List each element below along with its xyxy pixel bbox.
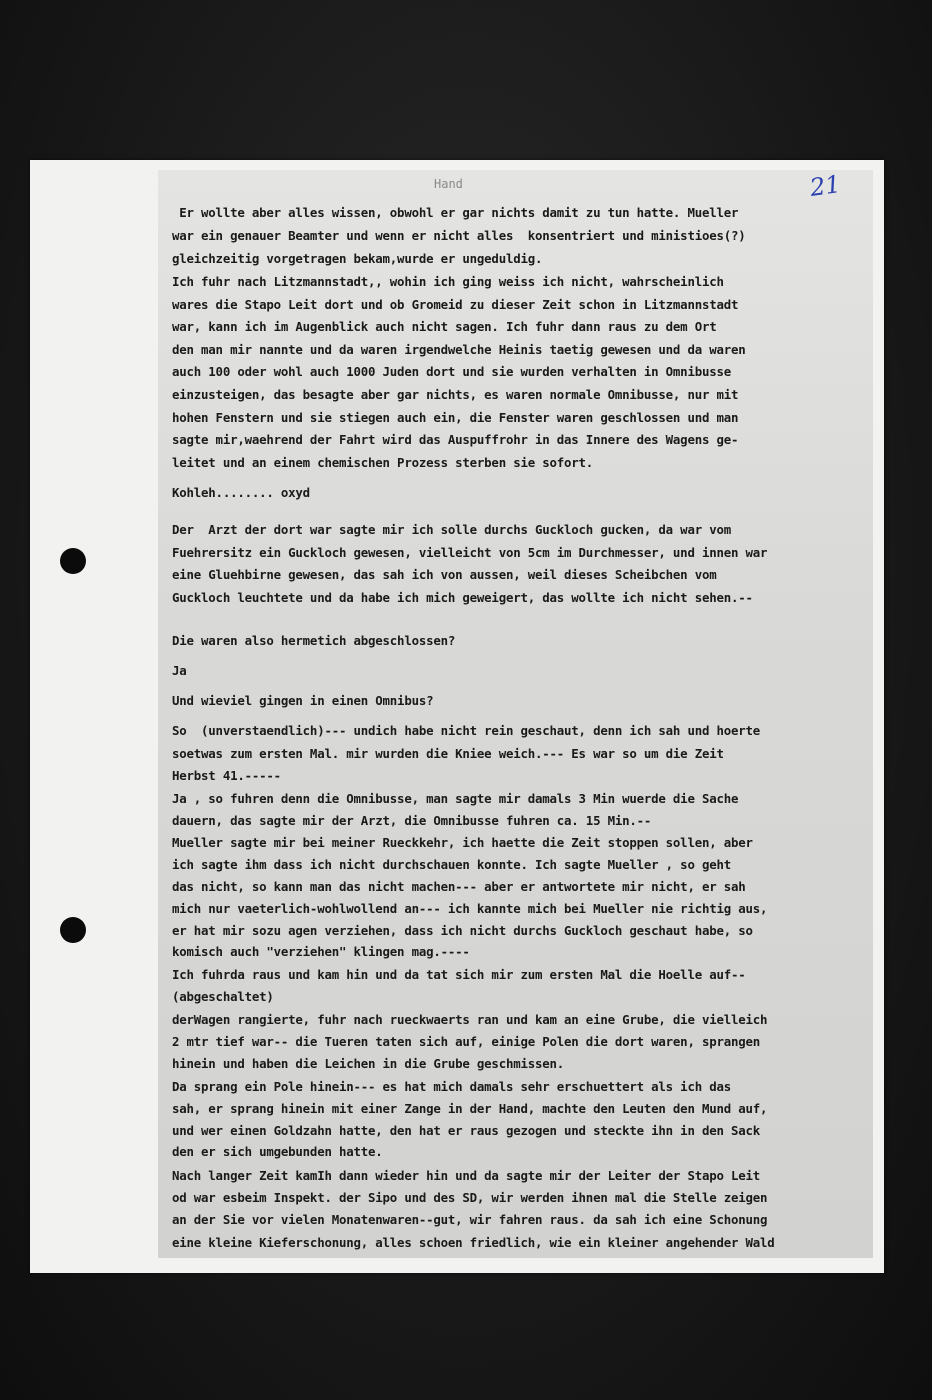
text-line: Da sprang ein Pole hinein--- es hat mich damals sehr erschuettert als ich das xyxy=(172,1079,732,1094)
text-line: mich nur vaeterlich-wohlwollend an--- ich kannte mich bei Mueller nie richtig aus, xyxy=(172,901,768,916)
text-line: leitet und an einem chemischen Prozess sterben sie sofort. xyxy=(172,455,594,470)
text-line: ich sagte ihm dass ich nicht durchschauen konnte. Ich sagte Mueller , so geht xyxy=(172,857,732,872)
text-line: dauern, das sagte mir der Arzt, die Omnibusse fuhren ca. 15 Min.-- xyxy=(172,813,652,828)
text-line: So (unverstaendlich)--- undich habe nicht rein geschaut, denn ich sah und hoerte xyxy=(172,723,761,738)
text-line: Kohleh........ oxyd xyxy=(172,485,310,500)
text-line: Ich fuhr nach Litzmannstadt,, wohin ich ging weiss ich nicht, wahrscheinlich xyxy=(172,274,724,289)
text-line: Er wollte aber alles wissen, obwohl er gar nichts damit zu tun hatte. Mueller xyxy=(172,205,739,220)
punch-hole-icon xyxy=(60,548,86,574)
text-line: Ich fuhrda raus und kam hin und da tat sich mir zum ersten Mal die Hoelle auf-- xyxy=(172,967,746,982)
text-line: auch 100 oder wohl auch 1000 Juden dort und sie wurden verhalten in Omnibusse xyxy=(172,364,732,379)
page-header: Hand xyxy=(434,177,463,191)
text-line: wares die Stapo Leit dort und ob Gromeid zu dieser Zeit schon in Litzmannstadt xyxy=(172,297,739,312)
text-line: od war esbeim Inspekt. der Sipo und des SD, wir werden ihnen mal die Stelle zeigen xyxy=(172,1190,768,1205)
text-line: eine Gluehbirne gewesen, das sah ich von aussen, weil dieses Scheibchen vom xyxy=(172,567,717,582)
text-line: einzusteigen, das besagte aber gar nichts, es waren normale Omnibusse, nur mit xyxy=(172,387,739,402)
text-line: den man mir nannte und da waren irgendwelche Heinis taetig gewesen und da waren xyxy=(172,342,746,357)
text-line: komisch auch "verziehen" klingen mag.---- xyxy=(172,944,470,959)
text-line: an der Sie vor vielen Monatenwaren--gut, wir fahren raus. da sah ich eine Schonung xyxy=(172,1212,768,1227)
text-line: (abgeschaltet) xyxy=(172,989,274,1004)
text-line: Herbst 41.----- xyxy=(172,768,281,783)
punch-hole-icon xyxy=(60,917,86,943)
text-line: Die waren also hermetich abgeschlossen? xyxy=(172,633,456,648)
text-line: 2 mtr tief war-- die Tueren taten sich auf, einige Polen die dort waren, sprangen xyxy=(172,1034,761,1049)
text-line: war ein genauer Beamter und wenn er nicht alles konsentriert und ministioes(?) xyxy=(172,228,746,243)
text-line: derWagen rangierte, fuhr nach rueckwaerts ran und kam an eine Grube, die vielleich xyxy=(172,1012,768,1027)
text-line: das nicht, so kann man das nicht machen--- aber er antwortete mir nicht, er sah xyxy=(172,879,746,894)
text-line: Der Arzt der dort war sagte mir ich solle durchs Guckloch gucken, da war vom xyxy=(172,522,732,537)
text-line: soetwas zum ersten Mal. mir wurden die Kniee weich.--- Es war so um die Zeit xyxy=(172,746,724,761)
text-line: den er sich umgebunden hatte. xyxy=(172,1144,383,1159)
handwritten-page-number: 21 xyxy=(808,170,843,202)
text-line: Und wieviel gingen in einen Omnibus? xyxy=(172,693,434,708)
photocopy-page xyxy=(30,160,884,1273)
text-line: Mueller sagte mir bei meiner Rueckkehr, ich haette die Zeit stoppen sollen, aber xyxy=(172,835,753,850)
text-line: Nach langer Zeit kamIh dann wieder hin und da sagte mir der Leiter der Stapo Leit xyxy=(172,1168,761,1183)
text-line: war, kann ich im Augenblick auch nicht sagen. Ich fuhr dann raus zu dem Ort xyxy=(172,319,717,334)
text-line: Ja xyxy=(172,663,187,678)
text-line: Fuehrersitz ein Guckloch gewesen, vielleicht von 5cm im Durchmesser, und innen war xyxy=(172,545,768,560)
text-line: hohen Fenstern und sie stiegen auch ein, die Fenster waren geschlossen und man xyxy=(172,410,739,425)
text-line: er hat mir sozu agen verziehen, dass ich nicht durchs Guckloch geschaut habe, so xyxy=(172,923,753,938)
text-line: Guckloch leuchtete und da habe ich mich geweigert, das wollte ich nicht sehen.-- xyxy=(172,590,753,605)
text-line: gleichzeitig vorgetragen bekam,wurde er ungeduldig. xyxy=(172,251,543,266)
text-line: Ja , so fuhren denn die Omnibusse, man sagte mir damals 3 Min wuerde die Sache xyxy=(172,791,739,806)
text-line: sagte mir,waehrend der Fahrt wird das Auspuffrohr in das Innere des Wagens ge- xyxy=(172,432,739,447)
text-line: hinein und haben die Leichen in die Grube geschmissen. xyxy=(172,1056,565,1071)
text-line: eine kleine Kieferschonung, alles schoen friedlich, wie ein kleiner angehender Wald xyxy=(172,1235,775,1250)
text-line: sah, er sprang hinein mit einer Zange in der Hand, machte den Leuten den Mund auf, xyxy=(172,1101,768,1116)
text-line: und wer einen Goldzahn hatte, den hat er raus gezogen und steckte ihn in den Sack xyxy=(172,1123,761,1138)
